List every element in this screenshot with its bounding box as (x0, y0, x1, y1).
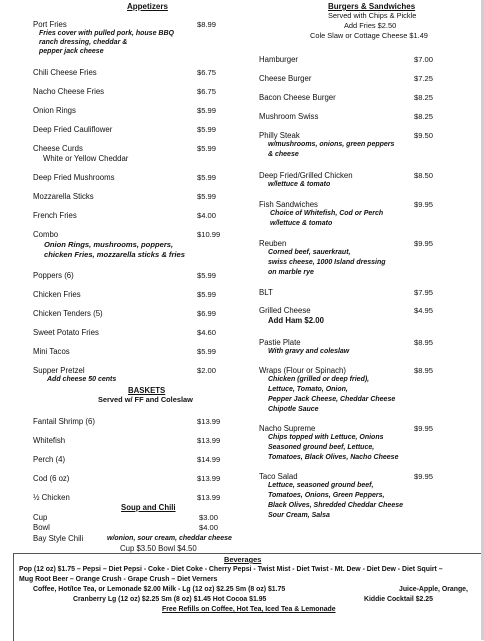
menu-item-desc: Black Olives, Shredded Cheddar Cheese (268, 502, 403, 509)
menu-item-desc: w/lettuce & tomato (270, 220, 333, 227)
appetizers-heading: Appetizers (127, 2, 168, 11)
beverages-line-1: Pop (12 oz) $1.75 – Pepsi – Diet Pepsi - Coke - Diet Coke - Cherry Pepsi - Twist Mist - Diet Twist - Mt. Dew - Diet Dew - Diet Squirt – (19, 566, 443, 573)
beverages-free-refills: Free Refills on Coffee, Hot Tea, Iced Tea & Lemonade (162, 606, 336, 613)
chili-label: Bay Style Chili (33, 534, 84, 543)
menu-item-desc: w/lettuce & tomato (268, 181, 331, 188)
menu-item-price: $5.99 (197, 173, 217, 182)
menu-item-name: Nacho Supreme (259, 424, 316, 433)
menu-item-desc: pepper jack cheese (39, 48, 104, 55)
menu-item-price: $5.99 (197, 271, 217, 280)
menu-item-name: Chicken Tenders (5) (33, 309, 103, 318)
menu-item-name: Supper Pretzel (33, 366, 85, 375)
menu-item-name: Pastie Plate (259, 338, 301, 347)
chili-desc: w/onion, sour cream, cheddar cheese (107, 535, 232, 542)
menu-item-name: Mozzarella Sticks (33, 192, 94, 201)
menu-item-desc: Tomatoes, Onions, Green Peppers, (268, 492, 385, 499)
menu-item-name: Mini Tacos (33, 347, 70, 356)
menu-item-name: Deep Fried Cauliflower (33, 125, 113, 134)
menu-item-name: Wraps (Flour or Spinach) (259, 366, 346, 375)
soup-bowl-label: Bowl (33, 523, 50, 532)
menu-item-desc: Sour Cream, Salsa (268, 512, 330, 519)
menu-item-desc: Onion Rings, mushrooms, poppers, (44, 240, 174, 249)
menu-item-name: Fantail Shrimp (6) (33, 417, 95, 426)
menu-item-price: $10.99 (197, 230, 221, 239)
menu-item-desc: Seasoned ground beef, Lettuce, (268, 444, 375, 451)
menu-item-name: Deep Fried/Grilled Chicken (259, 171, 353, 180)
beverages-line-3: Coffee, Hot/Ice Tea, or Lemonade $2.00 Milk - Lg (12 oz) $2.25 Sm (8 oz) $1.75 (33, 586, 286, 593)
menu-item-desc: Add cheese 50 cents (47, 376, 117, 383)
baskets-subtitle: Served w/ FF and Coleslaw (98, 395, 193, 404)
menu-item-name: ½ Chicken (33, 493, 70, 502)
menu-item-price: $4.95 (414, 306, 434, 315)
burgers-subtitle: Served with Chips & Pickle (328, 11, 417, 20)
menu-item-price: $7.95 (414, 288, 434, 297)
menu-item-price: $4.60 (197, 328, 217, 337)
menu-item-price: $8.99 (197, 20, 217, 29)
menu-item-name: Port Fries (33, 20, 67, 29)
menu-item-name: Perch (4) (33, 455, 66, 464)
menu-item-price: $9.95 (414, 424, 434, 433)
menu-item-price: $5.99 (197, 347, 217, 356)
menu-item-price: $8.95 (414, 338, 434, 347)
chili-prices: Cup $3.50 Bowl $4.50 (120, 544, 197, 553)
menu-item-desc: & cheese (268, 151, 299, 158)
menu-item-desc: swiss cheese, 1000 Island dressing (268, 259, 386, 266)
menu-item-desc: Chipotle Sauce (268, 406, 319, 413)
menu-item-price: $5.99 (197, 144, 217, 153)
menu-item-desc: Chicken (grilled or deep fried), (268, 376, 370, 383)
menu-item-price: $6.75 (197, 87, 217, 96)
menu-item-name: Mushroom Swiss (259, 112, 319, 121)
menu-item-name: Poppers (6) (33, 271, 74, 280)
menu-item-price: $13.99 (197, 436, 221, 445)
menu-item-desc: chicken Fries, mozzarella sticks & fries (44, 250, 185, 259)
menu-item-price: $8.95 (414, 366, 434, 375)
menu-item-price: $13.99 (197, 493, 221, 502)
soup-cup-label: Cup (33, 513, 48, 522)
menu-item-price: $6.75 (197, 68, 217, 77)
menu-item-desc: Fries cover with pulled pork, house BBQ (39, 30, 174, 37)
menu-item-desc: Chips topped with Lettuce, Onions (268, 434, 384, 441)
menu-item-addon: Add Ham $2.00 (268, 316, 324, 325)
menu-item-desc: White or Yellow Cheddar (43, 154, 129, 163)
baskets-heading: BASKETS (128, 386, 166, 395)
menu-item-desc: Pepper Jack Cheese, Cheddar Cheese (268, 396, 396, 403)
menu-item-price: $5.99 (197, 106, 217, 115)
menu-item-price: $5.99 (197, 290, 217, 299)
menu-item-desc: Lettuce, seasoned ground beef, (268, 482, 374, 489)
menu-item-name: French Fries (33, 211, 77, 220)
menu-item-price: $5.99 (197, 125, 217, 134)
menu-item-desc: With gravy and coleslaw (268, 348, 350, 355)
menu-item-name: Onion Rings (33, 106, 76, 115)
menu-item-desc: Tomatoes, Black Olives, Nacho Cheese (268, 454, 399, 461)
menu-item-name: Cod (6 oz) (33, 474, 70, 483)
menu-item-desc: on marble rye (268, 269, 314, 276)
menu-item-name: Reuben (259, 239, 287, 248)
burgers-add-fries: Add Fries $2.50 (344, 21, 397, 30)
beverages-line-4: Cranberry Lg (12 oz) $2.25 Sm (8 oz) $1.45 Hot Cocoa $1.95 (73, 596, 267, 603)
menu-item-name: Chicken Fries (33, 290, 81, 299)
menu-item-price: $4.00 (197, 211, 217, 220)
menu-item-name: Bacon Cheese Burger (259, 93, 336, 102)
menu-item-price: $6.99 (197, 309, 217, 318)
menu-item-price: $8.25 (414, 93, 434, 102)
menu-item-name: Cheese Curds (33, 144, 83, 153)
menu-item-price: $2.00 (197, 366, 217, 375)
menu-item-price: $13.99 (197, 417, 221, 426)
menu-item-name: Chili Cheese Fries (33, 68, 97, 77)
menu-item-name: Taco Salad (259, 472, 298, 481)
menu-item-desc: w/mushrooms, onions, green peppers (268, 141, 395, 148)
menu-item-name: Hamburger (259, 55, 298, 64)
menu-item-desc: Corned beef, sauerkraut, (268, 249, 351, 256)
menu-item-desc: ranch dressing, cheddar & (39, 39, 128, 46)
menu-item-price: $14.99 (197, 455, 221, 464)
beverages-juice: Juice-Apple, Orange, (399, 586, 468, 593)
menu-item-price: $5.99 (197, 192, 217, 201)
menu-item-price: $9.50 (414, 131, 434, 140)
menu-item-name: Grilled Cheese (259, 306, 311, 315)
menu-item-price: $9.95 (414, 239, 434, 248)
burgers-heading: Burgers & Sandwiches (328, 2, 416, 11)
beverages-kiddie-cocktail: Kiddie Cocktail $2.25 (364, 596, 433, 603)
menu-item-name: Cheese Burger (259, 74, 312, 83)
menu-item-price: $9.95 (414, 472, 434, 481)
menu-item-name: Combo (33, 230, 59, 239)
soup-cup-price: $3.00 (199, 513, 219, 522)
menu-item-desc: Choice of Whitefish, Cod or Perch (270, 210, 384, 217)
menu-item-name: BLT (259, 288, 273, 297)
menu-item-name: Fish Sandwiches (259, 200, 318, 209)
beverages-heading: Beverages (224, 555, 262, 564)
menu-item-desc: Lettuce, Tomato, Onion, (268, 386, 348, 393)
menu-item-price: $7.00 (414, 55, 434, 64)
menu-item-name: Whitefish (33, 436, 66, 445)
menu-item-price: $7.25 (414, 74, 434, 83)
menu-item-name: Sweet Potato Fries (33, 328, 99, 337)
beverages-line-2: Mug Root Beer – Orange Crush - Grape Crush – Diet Verners (19, 576, 218, 583)
burgers-side-option: Cole Slaw or Cottage Cheese $1.49 (310, 31, 428, 40)
menu-item-name: Nacho Cheese Fries (33, 87, 105, 96)
menu-item-price: $8.50 (414, 171, 434, 180)
menu-item-price: $9.95 (414, 200, 434, 209)
menu-item-name: Deep Fried Mushrooms (33, 173, 115, 182)
soup-bowl-price: $4.00 (199, 523, 219, 532)
soup-heading: Soup and Chili (121, 503, 176, 512)
menu-item-price: $13.99 (197, 474, 221, 483)
menu-item-name: Philly Steak (259, 131, 300, 140)
menu-item-price: $8.25 (414, 112, 434, 121)
